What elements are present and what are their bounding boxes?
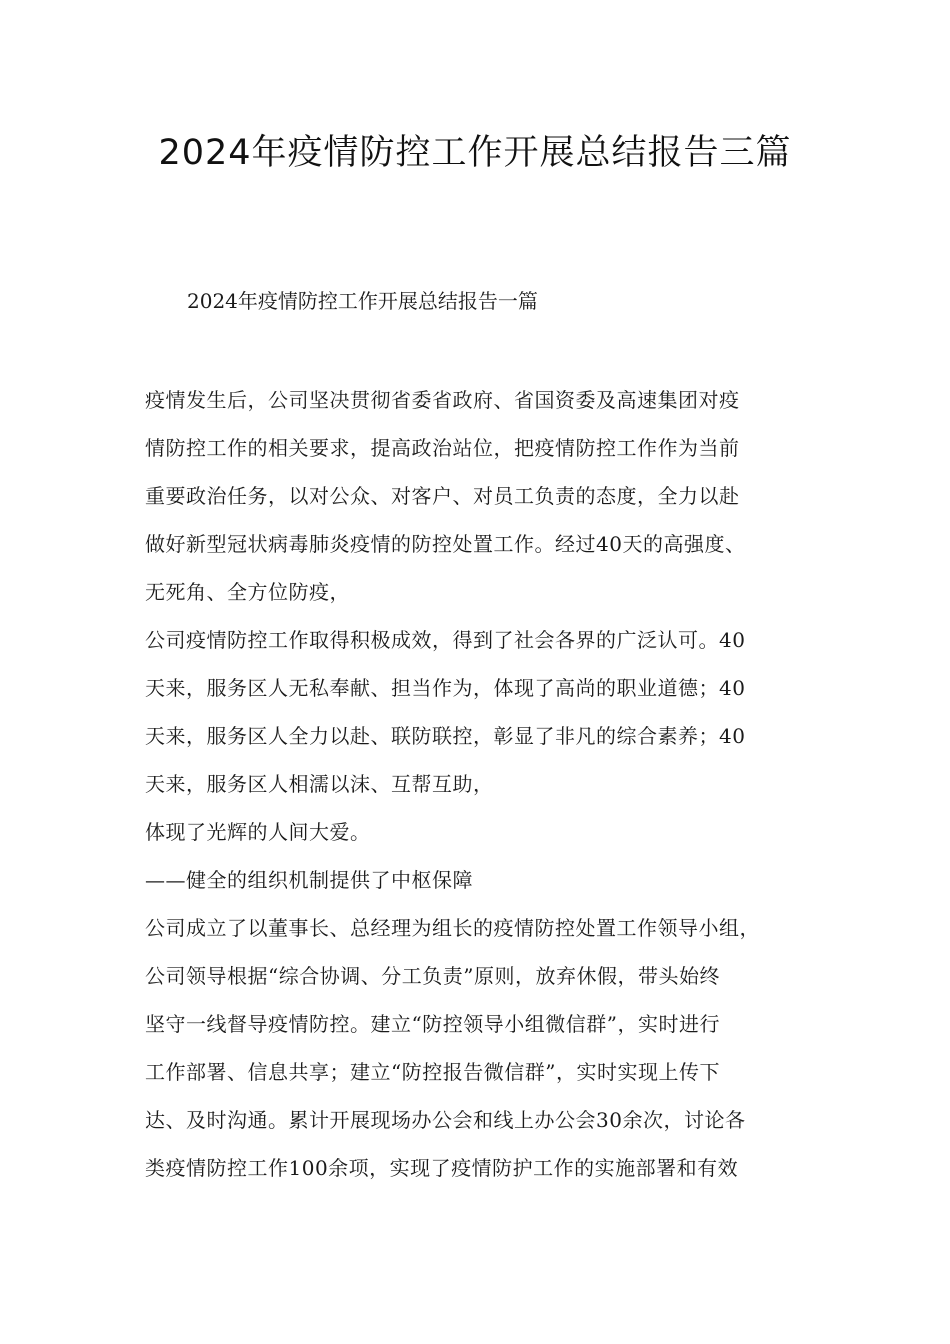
text-line: 做好新型冠状病毒肺炎疫情的防控处置工作。经过40天的高强度、 — [145, 532, 746, 556]
body-text — [145, 384, 845, 1200]
text-line: 类疫情防控工作100余项，实现了疫情防护工作的实施部署和有效 — [145, 1156, 739, 1180]
text-line: 无死角、全方位防疫， — [145, 580, 350, 604]
text-line: 公司成立了以董事长、总经理为组长的疫情防控处置工作领导小组， — [145, 916, 760, 940]
text-line: 坚守一线督导疫情防控。建立“防控领导小组微信群”，实时进行 — [145, 1012, 720, 1036]
text-line: 天来，服务区人全力以赴、联防联控，彰显了非凡的综合素养；40 — [145, 724, 746, 748]
text-line: 工作部署、信息共享；建立“防控报告微信群”，实时实现上传下 — [145, 1060, 720, 1084]
text-line: 公司疫情防控工作取得积极成效，得到了社会各界的广泛认可。40 — [145, 628, 746, 652]
text-line: 体现了光辉的人间大爱。 — [145, 820, 371, 844]
text-line: ——健全的组织机制提供了中枢保障 — [145, 868, 473, 892]
text-line: 情防控工作的相关要求，提高政治站位，把疫情防控工作作为当前 — [145, 436, 740, 460]
text-line: 疫情发生后，公司坚决贯彻省委省政府、省国资委及高速集团对疫 — [145, 388, 740, 412]
text-line: 天来，服务区人无私奉献、担当作为，体现了高尚的职业道德；40 — [145, 676, 746, 700]
section-heading: 2024年疫情防控工作开展总结报告一篇 — [187, 289, 538, 313]
text-line: 天来，服务区人相濡以沫、互帮互助， — [145, 772, 494, 796]
document-title: 2024年疫情防控工作开展总结报告三篇 — [158, 133, 792, 173]
text-line: 达、及时沟通。累计开展现场办公会和线上办公会30余次，讨论各 — [145, 1108, 746, 1132]
text-line: 公司领导根据“综合协调、分工负责”原则，放弃休假，带头始终 — [145, 964, 720, 988]
text-line: 重要政治任务，以对公众、对客户、对员工负责的态度，全力以赴 — [145, 484, 740, 508]
